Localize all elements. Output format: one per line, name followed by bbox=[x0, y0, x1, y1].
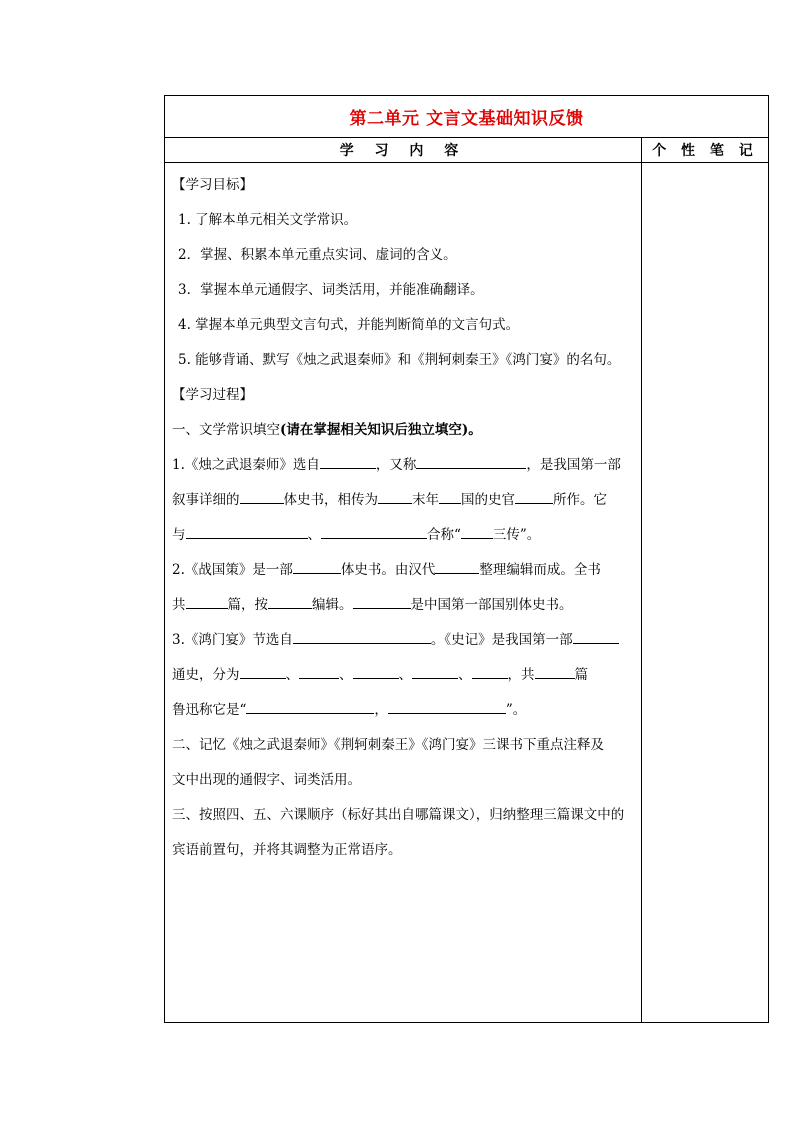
fill-blank[interactable] bbox=[412, 664, 458, 679]
question-2-line-2: 共 篇，按 编辑。 是中国第一部国别体史书。 bbox=[172, 588, 638, 623]
fill-blank[interactable] bbox=[186, 524, 308, 539]
column-divider bbox=[641, 137, 642, 1023]
goal-item-4: 4. 掌握本单元典型文言句式，并能判断简单的文言句式。 bbox=[178, 317, 520, 333]
fill-blank[interactable] bbox=[246, 699, 374, 714]
fill-blank[interactable] bbox=[186, 594, 228, 609]
fill-blank[interactable] bbox=[353, 664, 399, 679]
fill-blank[interactable] bbox=[416, 454, 526, 469]
section-1-title: 一、文学常识填空(请在掌握相关知识后独立填空)。 bbox=[172, 422, 482, 438]
header-row bbox=[165, 137, 768, 163]
study-content bbox=[172, 168, 638, 868]
notes-column-header: 个 性 笔 记 bbox=[652, 142, 758, 159]
section-3-line-2: 宾语前置句，并将其调整为正常语序。 bbox=[172, 842, 402, 858]
fill-blank[interactable] bbox=[299, 664, 339, 679]
fill-blank[interactable] bbox=[240, 664, 286, 679]
fill-blank[interactable] bbox=[388, 699, 506, 714]
question-2-line-1: 2.《战国策》是一部 体史书。由汉代 整理编辑而成。全书 bbox=[172, 553, 638, 588]
fill-blank[interactable] bbox=[535, 664, 575, 679]
fill-blank[interactable] bbox=[378, 489, 412, 504]
section-3-line-1: 三、按照四、五、六课顺序（标好其出自哪篇课文），归纳整理三篇课文中的 bbox=[172, 807, 625, 823]
fill-blank[interactable] bbox=[472, 664, 508, 679]
title-row bbox=[165, 96, 768, 138]
page-title: 第二单元 文言文基础知识反馈 bbox=[349, 109, 584, 129]
question-3-line-1: 3.《鸿门宴》节选自 。《史记》是我国第一部 bbox=[172, 623, 638, 658]
fill-blank[interactable] bbox=[353, 594, 411, 609]
question-1-line-3: 与 、 合称“ 三传”。 bbox=[172, 518, 638, 553]
fill-blank[interactable] bbox=[321, 524, 427, 539]
question-3-line-3: 鲁迅称它是“ ， ”。 bbox=[172, 693, 638, 728]
goals-heading: 【学习目标】 bbox=[172, 177, 253, 193]
fill-blank[interactable] bbox=[435, 559, 479, 574]
fill-blank[interactable] bbox=[268, 594, 312, 609]
process-heading: 【学习过程】 bbox=[172, 387, 253, 403]
question-1-line-1: 1.《烛之武退秦师》选自 ，又称 ，是我国第一部 bbox=[172, 448, 638, 483]
goal-item-3: 3．掌握本单元通假字、词类活用，并能准确翻译。 bbox=[178, 282, 484, 298]
fill-blank[interactable] bbox=[293, 629, 431, 644]
question-3-line-2: 通史，分为 、 、 、 、 ，共 篇 bbox=[172, 658, 638, 693]
fill-blank[interactable] bbox=[515, 489, 553, 504]
content-column-header: 学 习 内 容 bbox=[339, 142, 467, 159]
fill-blank[interactable] bbox=[240, 489, 284, 504]
section-2-line-2: 文中出现的通假字、词类活用。 bbox=[172, 772, 361, 788]
fill-blank[interactable] bbox=[461, 524, 493, 539]
fill-blank[interactable] bbox=[293, 559, 341, 574]
section-1-note: (请在掌握相关知识后独立填空)。 bbox=[280, 422, 482, 438]
question-1-line-2: 叙事详细的 体史书，相传为 末年 国的史官 所作。它 bbox=[172, 483, 638, 518]
fill-blank[interactable] bbox=[439, 489, 461, 504]
fill-blank[interactable] bbox=[573, 629, 619, 644]
goal-item-5: 5. 能够背诵、默写《烛之武退秦师》和《荆轲刺秦王》《鸿门宴》的名句。 bbox=[178, 352, 621, 368]
goal-item-2: 2．掌握、积累本单元重点实词、虚词的含义。 bbox=[178, 247, 457, 263]
worksheet-table bbox=[164, 95, 769, 1023]
fill-blank[interactable] bbox=[320, 454, 376, 469]
section-2-line-1: 二、记忆《烛之武退秦师》《荆轲刺秦王》《鸿门宴》三课书下重点注释及 bbox=[172, 737, 604, 753]
goal-item-1: 1. 了解本单元相关文学常识。 bbox=[178, 212, 358, 228]
